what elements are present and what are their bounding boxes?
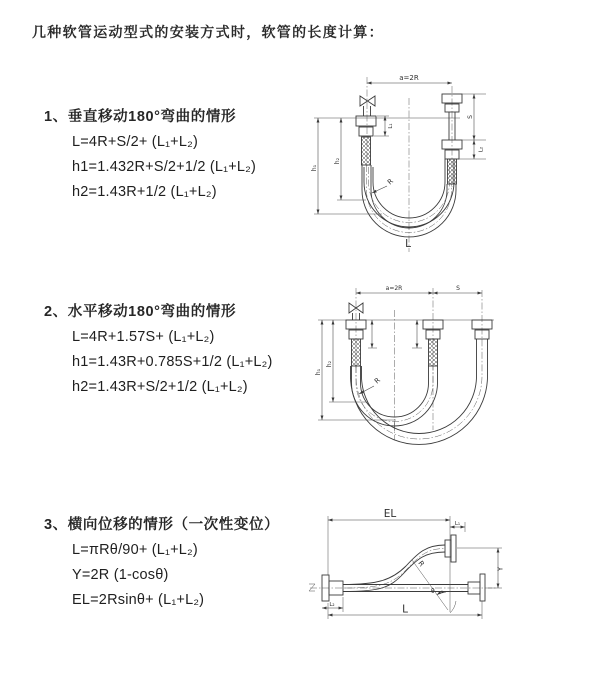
label-s: S (467, 115, 474, 119)
section-1-formula-h2: h2=1.43R+1/2 (L₁+L₂) (72, 184, 217, 200)
section-2-formula-L: L=4R+1.57S+ (L₁+L₂) (72, 329, 215, 345)
label-h1: h₁ (315, 368, 322, 376)
label-s: S (456, 285, 460, 292)
mid-braid (429, 339, 438, 366)
centerline-z-mark (309, 584, 315, 591)
hose-moved-outer (351, 339, 488, 444)
left-braid (362, 137, 371, 165)
label-y: Y (496, 566, 505, 572)
label-a2r: a=2R (385, 285, 403, 292)
label-a2r: a=2R (399, 74, 419, 82)
section-2-heading: 2、水平移动180°弯曲的情形 (44, 304, 237, 320)
diagram-horizontal-180-bend (308, 278, 592, 462)
leader-r (372, 186, 387, 193)
label-r: R (385, 177, 395, 187)
hose-upper-wall (343, 545, 445, 585)
section-3-formula-Y: Y=2R (1-cosθ) (72, 567, 169, 583)
left-flange (356, 116, 376, 126)
section-1-heading: 1、垂直移动180°弯曲的情形 (44, 109, 237, 125)
label-r: R (372, 376, 382, 386)
label-el: EL (383, 508, 397, 520)
theta-arc-2 (450, 601, 456, 613)
hose-lower-wall (343, 552, 445, 592)
hose-centerline-moved (356, 339, 482, 439)
label-l: L (405, 238, 411, 250)
label-r: R (416, 559, 426, 569)
label-l1: L₁ (454, 521, 461, 527)
section-3-formula-EL: EL=2Rsinθ+ (L₁+L₂) (72, 592, 205, 608)
label-h2: h₂ (326, 360, 333, 368)
diagram-lateral-displacement (300, 500, 600, 663)
radius-line (412, 560, 448, 610)
upper-flange-plate (451, 535, 456, 562)
section-3-formula-L: L=πRθ/90+ (L₁+L₂) (72, 542, 198, 558)
section-2-formula-h1: h1=1.43R+0.785S+1/2 (L₁+L₂) (72, 354, 273, 370)
section-1-formula-L: L=4R+S/2+ (L₁+L₂) (72, 134, 198, 150)
theta-arc (437, 592, 446, 595)
valve-icon (360, 96, 375, 106)
section-3-heading: 3、横向位移的情形（一次性变位） (44, 517, 280, 533)
section-1-formula-h1: h1=1.432R+S/2+1/2 (L₁+L₂) (72, 159, 257, 175)
label-h2: h₂ (334, 157, 341, 165)
hose-centerline (345, 549, 445, 589)
section-2 (44, 305, 273, 405)
section-1 (44, 110, 256, 210)
page-title: 几种软管运动型式的安装方式时，软管的长度计算： (32, 24, 384, 40)
label-l2: L₂ (329, 602, 335, 608)
label-h1: h₁ (311, 164, 318, 172)
section-3 (44, 518, 279, 618)
label-l: L (402, 603, 408, 616)
label-l2: L₂ (478, 146, 485, 153)
diagram-vertical-180-bend (308, 66, 592, 262)
label-l1: L₁ (388, 123, 394, 129)
hose-moved-inner (362, 339, 477, 434)
section-2-formula-h2: h2=1.43R+S/2+1/2 (L₁+L₂) (72, 379, 248, 395)
right-braid (448, 159, 457, 184)
label-theta: θ (431, 588, 435, 595)
right-flange-plate (480, 574, 485, 601)
left-nut (359, 127, 373, 136)
left-braid (352, 339, 361, 366)
